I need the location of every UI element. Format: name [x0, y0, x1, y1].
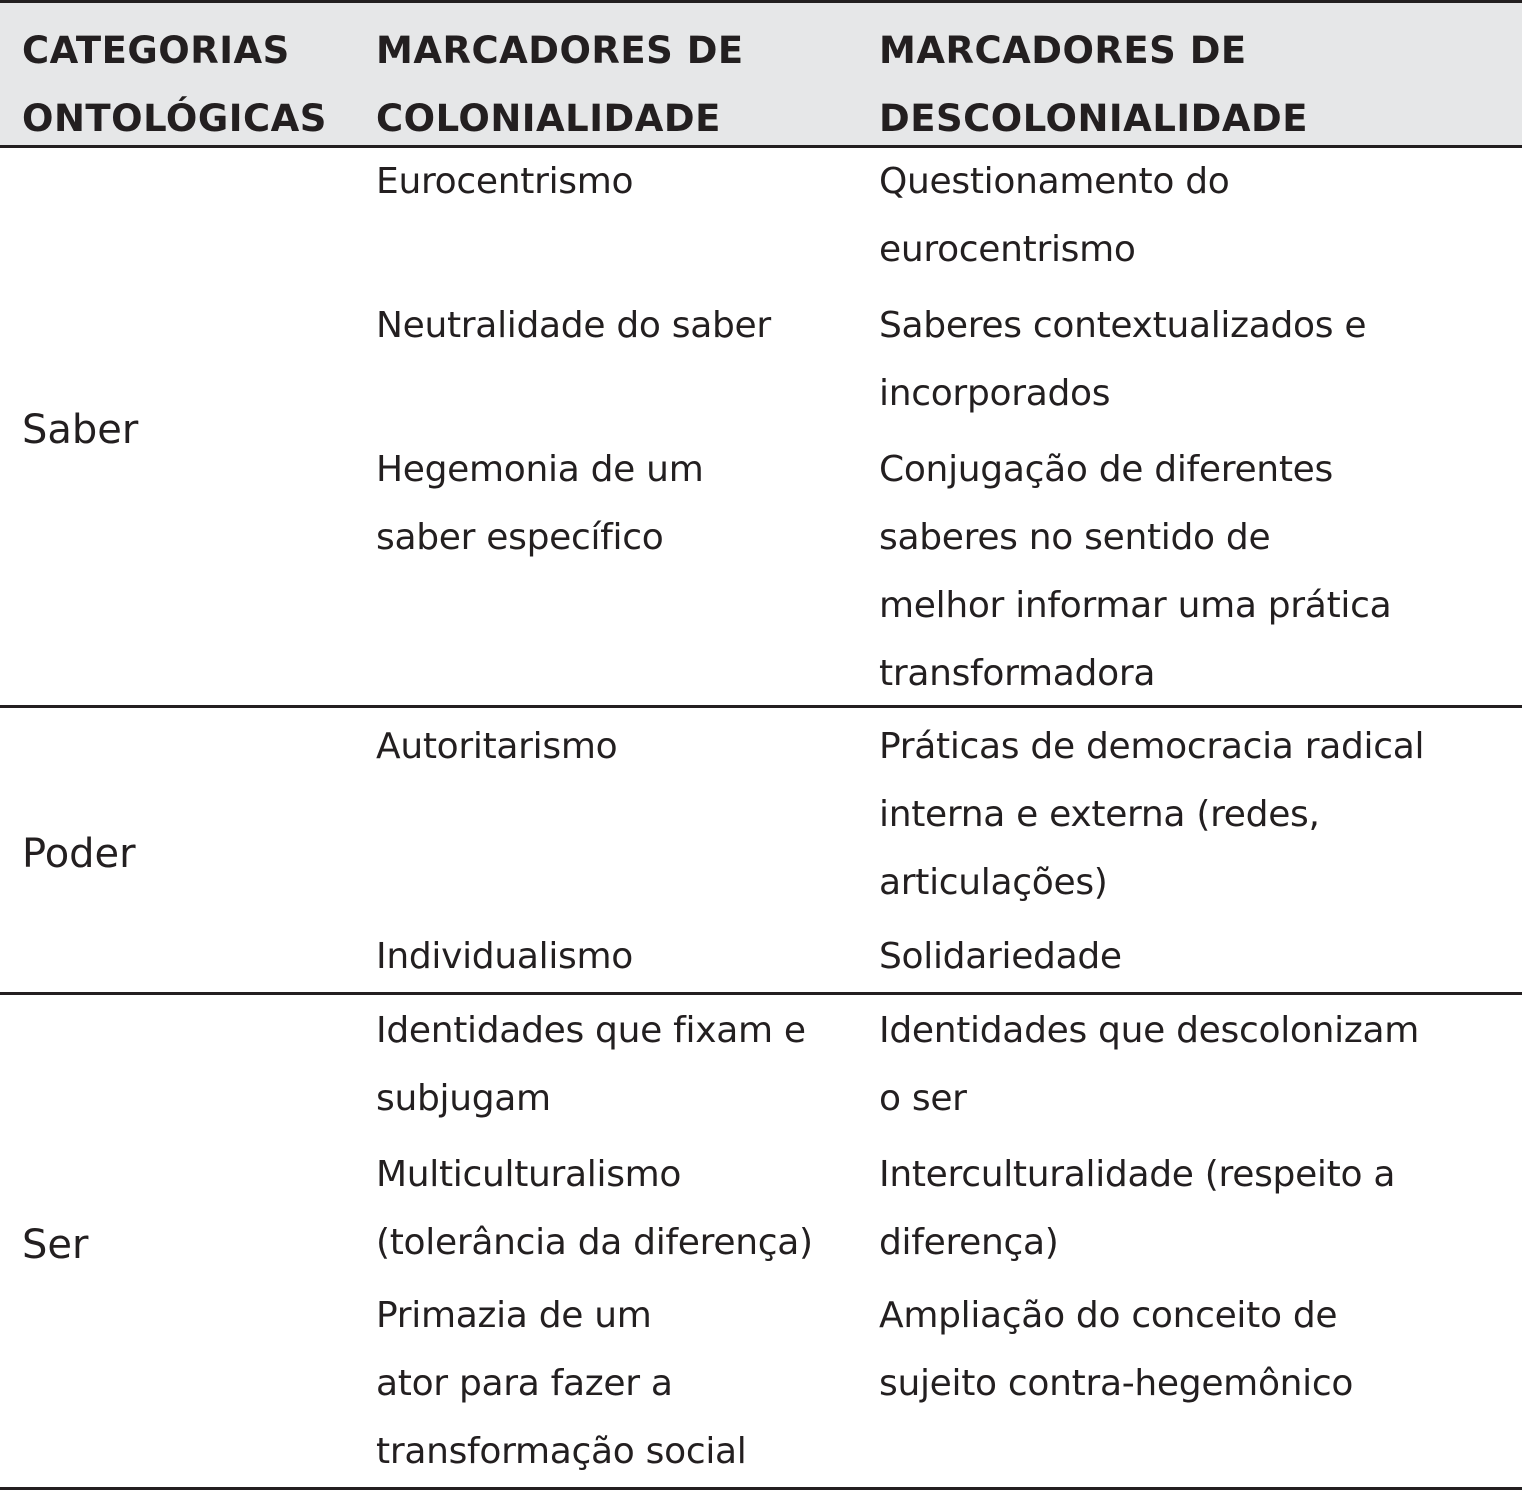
section-saber: [0, 148, 1522, 708]
header-categories: CATEGORIAS ONTOLÓGICAS: [22, 29, 327, 140]
colonial-marker: Autoritarismo: [376, 726, 618, 767]
decolonial-marker: Saberes contextualizados e incorporados: [879, 305, 1367, 414]
decolonial-marker: Conjugação de diferentes saberes no sentido de melhor informar uma prática transformadora: [879, 449, 1392, 694]
colonial-marker: Primazia de um ator para fazer a transformação social: [376, 1295, 747, 1472]
decolonial-marker: Ampliação do conceito de sujeito contra-hegemônico: [879, 1295, 1354, 1404]
decolonial-marker: Questionamento do eurocentrismo: [879, 161, 1230, 270]
section-poder: [0, 708, 1522, 995]
header-decolonial-markers: MARCADORES DE DESCOLONIALIDADE: [879, 29, 1309, 140]
section-ser: [0, 995, 1522, 1490]
decolonial-marker: Práticas de democracia radical interna e externa (redes, articulações): [879, 726, 1425, 903]
colonial-marker: Eurocentrismo: [376, 161, 634, 202]
header-colonial-markers: MARCADORES DE COLONIALIDADE: [376, 29, 744, 140]
colonial-marker: Individualismo: [376, 936, 633, 977]
category-label: Poder: [22, 831, 136, 877]
category-label: Saber: [22, 407, 139, 453]
table-header: [0, 3, 1522, 148]
colonial-marker: Identidades que fixam e subjugam: [376, 1010, 806, 1119]
colonial-marker: Multiculturalismo (tolerância da diferença): [376, 1154, 813, 1263]
colonial-marker: Hegemonia de um saber específico: [376, 449, 704, 558]
colonial-marker: Neutralidade do saber: [376, 305, 771, 346]
decolonial-marker: Interculturalidade (respeito a diferença): [879, 1154, 1396, 1263]
decolonial-marker: Identidades que descolonizam o ser: [879, 1010, 1419, 1119]
category-label: Ser: [22, 1222, 89, 1268]
decolonial-marker: Solidariedade: [879, 936, 1122, 977]
